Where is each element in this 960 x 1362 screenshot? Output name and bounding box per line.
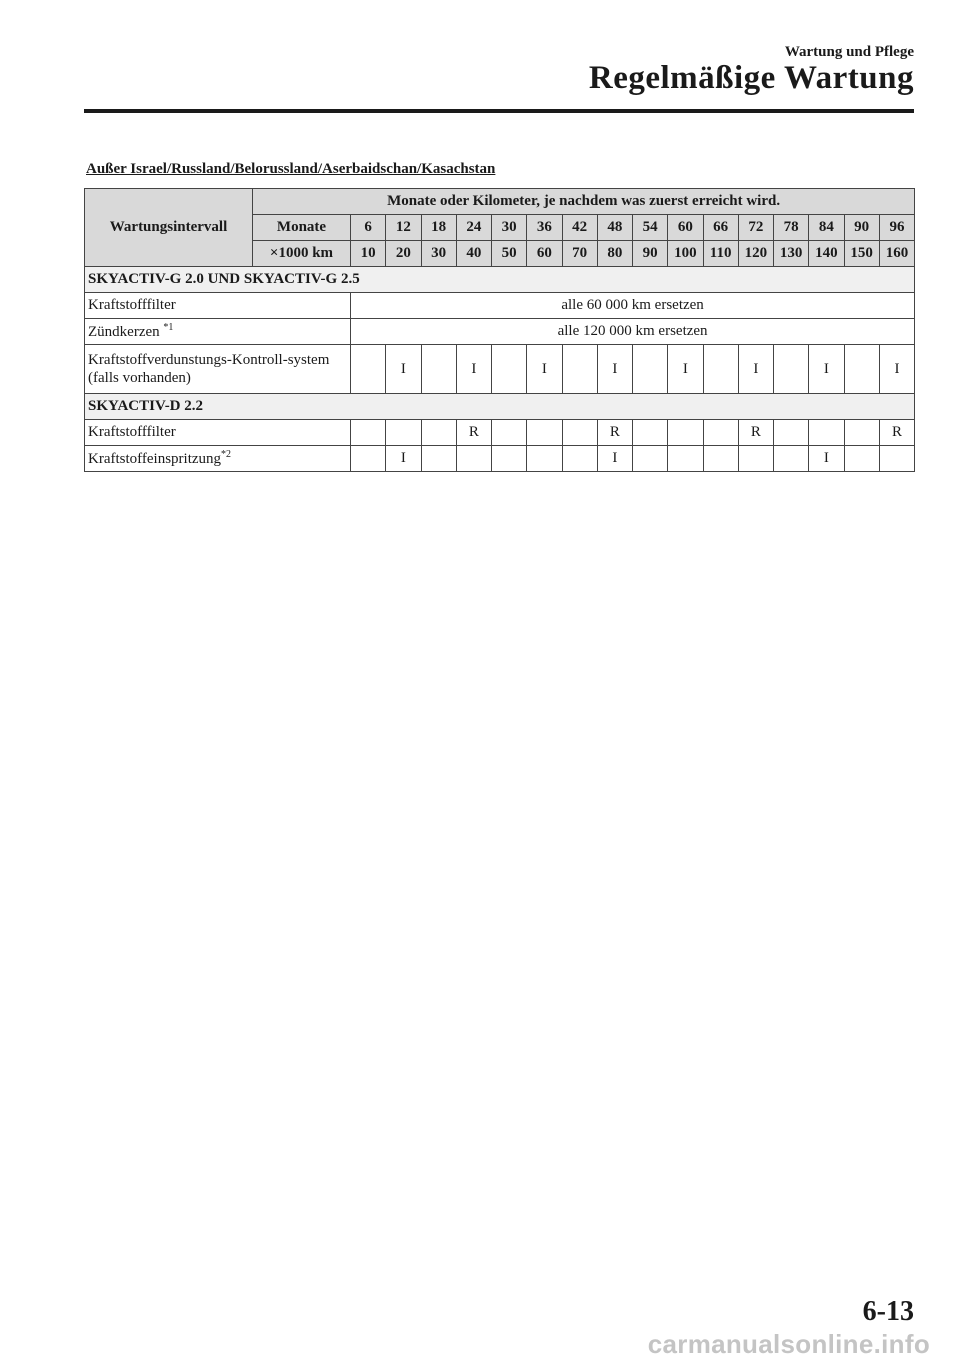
page-number: 6-13: [862, 1296, 914, 1327]
schedule-cell: [668, 446, 703, 472]
table-row: [85, 345, 915, 394]
month-cell: 18: [421, 215, 456, 241]
chapter-header: Wartung und Pflege: [784, 44, 914, 60]
schedule-cell: I: [668, 345, 703, 394]
schedule-cell: I: [456, 345, 491, 394]
item-name: [85, 420, 351, 446]
km-cell: 60: [527, 241, 562, 267]
schedule-cell: [421, 446, 456, 472]
schedule-cell: I: [738, 345, 773, 394]
item-name: [85, 319, 351, 345]
schedule-cell: [774, 345, 809, 394]
item-name-text: Zündkerzen: [88, 324, 164, 340]
month-cell: 36: [527, 215, 562, 241]
km-cell: 160: [879, 241, 914, 267]
schedule-cell: [774, 446, 809, 472]
km-label: ×1000 km: [253, 241, 351, 267]
table-row: [85, 293, 915, 319]
month-cell: 54: [633, 215, 668, 241]
schedule-cell: R: [738, 420, 773, 446]
schedule-cell: [738, 446, 773, 472]
schedule-cell: [668, 420, 703, 446]
month-cell: 66: [703, 215, 738, 241]
month-cell: 42: [562, 215, 597, 241]
item-name: [85, 293, 351, 319]
month-cell: 48: [597, 215, 632, 241]
item-name-text: Kraftstofffilter: [88, 297, 176, 313]
interval-label: Wartungsintervall: [85, 189, 253, 267]
schedule-cell: [774, 420, 809, 446]
month-cell: 84: [809, 215, 844, 241]
schedule-cell: [351, 420, 386, 446]
schedule-cell: [351, 345, 386, 394]
schedule-cell: [351, 446, 386, 472]
km-cell: 100: [668, 241, 703, 267]
footnote-marker: *2: [221, 449, 232, 460]
schedule-cell: I: [597, 345, 632, 394]
item-name: [85, 345, 351, 394]
item-name-text: Kraftstofffilter: [88, 424, 176, 440]
item-name: [85, 446, 351, 472]
month-cell: 96: [879, 215, 914, 241]
schedule-cell: [809, 420, 844, 446]
month-cell: 30: [492, 215, 527, 241]
month-cell: 12: [386, 215, 421, 241]
km-cell: 150: [844, 241, 879, 267]
month-cell: 72: [738, 215, 773, 241]
schedule-cell: [421, 345, 456, 394]
month-cell: 90: [844, 215, 879, 241]
months-label: Monate: [253, 215, 351, 241]
schedule-cell: [492, 420, 527, 446]
km-cell: 50: [492, 241, 527, 267]
schedule-cell: [562, 345, 597, 394]
month-cell: 78: [774, 215, 809, 241]
km-cell: 90: [633, 241, 668, 267]
km-cell: 130: [774, 241, 809, 267]
km-cell: 20: [386, 241, 421, 267]
schedule-cell: I: [527, 345, 562, 394]
schedule-cell: [844, 420, 879, 446]
schedule-cell: I: [809, 446, 844, 472]
schedule-cell: [633, 345, 668, 394]
table-row: [85, 446, 915, 472]
table-row: [85, 420, 915, 446]
schedule-cell: [562, 420, 597, 446]
interval-instruction: alle 120 000 km ersetzen: [351, 319, 915, 345]
item-name-text: Kraftstoffeinspritzung: [88, 451, 222, 467]
km-cell: 80: [597, 241, 632, 267]
schedule-cell: [562, 446, 597, 472]
km-cell: 140: [809, 241, 844, 267]
schedule-cell: I: [879, 345, 914, 394]
schedule-cell: [386, 420, 421, 446]
schedule-cell: [527, 446, 562, 472]
header-rule: [84, 109, 914, 113]
schedule-cell: I: [386, 345, 421, 394]
schedule-cell: [703, 420, 738, 446]
schedule-cell: [844, 345, 879, 394]
region-title: Außer Israel/Russland/Belorussland/Aserbaidschan/Kasachstan: [86, 161, 496, 177]
km-cell: 110: [703, 241, 738, 267]
interval-instruction: alle 60 000 km ersetzen: [351, 293, 915, 319]
km-cell: 40: [456, 241, 491, 267]
schedule-cell: [527, 420, 562, 446]
schedule-cell: [703, 345, 738, 394]
schedule-cell: [421, 420, 456, 446]
month-cell: 24: [456, 215, 491, 241]
maintenance-table: [84, 188, 915, 472]
schedule-cell: [844, 446, 879, 472]
section-title: SKYACTIV-G 2.0 UND SKYACTIV-G 2.5: [85, 267, 915, 293]
item-name-text: Kraftstoffverdunstungs-Kontroll-system (falls vorhanden): [88, 352, 330, 386]
month-cell: 60: [668, 215, 703, 241]
km-cell: 70: [562, 241, 597, 267]
schedule-cell: I: [386, 446, 421, 472]
schedule-cell: [492, 345, 527, 394]
section-title: SKYACTIV-D 2.2: [85, 394, 915, 420]
schedule-cell: R: [879, 420, 914, 446]
km-cell: 120: [738, 241, 773, 267]
schedule-cell: [879, 446, 914, 472]
footnote-marker: *1: [163, 322, 174, 333]
schedule-cell: [492, 446, 527, 472]
schedule-cell: I: [809, 345, 844, 394]
schedule-cell: I: [597, 446, 632, 472]
schedule-cell: R: [456, 420, 491, 446]
km-cell: 10: [351, 241, 386, 267]
schedule-cell: [456, 446, 491, 472]
interval-note: Monate oder Kilometer, je nachdem was zuerst erreicht wird.: [253, 189, 915, 215]
km-cell: 30: [421, 241, 456, 267]
page-title: Regelmäßige Wartung: [588, 60, 914, 96]
month-cell: 6: [351, 215, 386, 241]
table-row: [85, 319, 915, 345]
schedule-cell: R: [597, 420, 632, 446]
schedule-cell: [633, 420, 668, 446]
watermark: carmanualsonline.info: [647, 1329, 930, 1359]
schedule-cell: [633, 446, 668, 472]
schedule-cell: [703, 446, 738, 472]
